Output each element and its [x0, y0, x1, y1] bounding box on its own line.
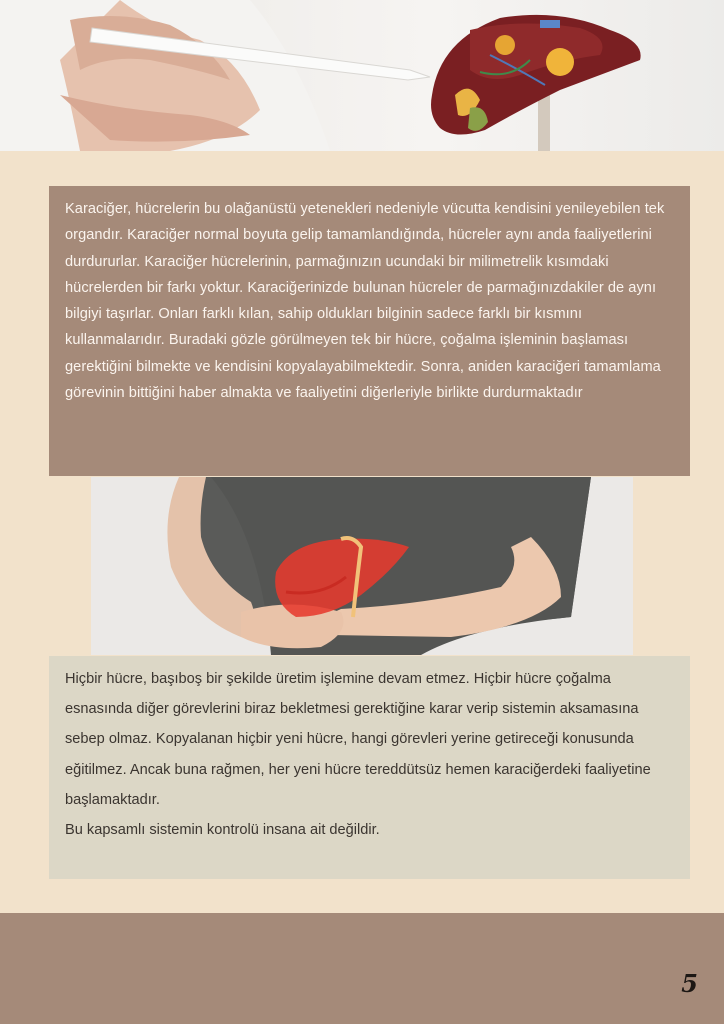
photo-abdomen-liver [91, 477, 633, 655]
hero-photo-liver-model [0, 0, 724, 151]
footer-band [0, 913, 724, 1024]
text-box-liver-regeneration [49, 186, 690, 476]
paragraph-3: Bu kapsamlı sistemin kontrolü insana ait değildir. [65, 822, 380, 839]
abdomen-liver-illustration [91, 477, 633, 655]
paragraph-1: Karaciğer, hücrelerin bu olağanüstü yetenekleri nedeniyle vücutta kendisini yenileyebilen tek organdır. Karaciğer normal boyuta gelip tamamlandığında, hücreler aynı anda faaliyetlerini durdururlar. Karaciğer hücrelerinin, parmağınızın ucundaki bir milimetrelik kısımdaki hücrelerden bir farkı yoktur. Karaciğerinizde bulunan hücreler de parmağınızdakiler de aynı bilgiyi taşırlar. Onları farklı kılan, sahip oldukları bilginin sadece farklı bir kısmını kullanmalarıdır. Buradaki gözle görülmeyen tek bir hücre, çoğalma işleminin başlaması gerektiğini bilmekte ve kendisini kopyalayabilmektedir. Sonra, aniden karaciğeri tamamlama görevinin bittiğini haber almakta ve faaliyetini diğerleriyle birlikte durdurmaktadır [65, 201, 665, 402]
text-box-cell-system [49, 656, 690, 879]
liver-model-illustration [0, 0, 724, 151]
page-number: 5 [681, 969, 698, 998]
paragraph-2: Hiçbir hücre, başıboş bir şekilde üretim işlemine devam etmez. Hiçbir hücre çoğalma esnasında diğer görevlerini biraz bekletmesi gerektiğine karar verip sistemin aksamasına sebep olmaz. Kopyalanan hiçbir yeni hücre, hangi görevleri yerine getireceği konusunda eğitilmez. Ancak buna rağmen, her yeni hücre tereddütsüz hemen karaciğerdeki faaliyetine başlamaktadır. [65, 671, 651, 808]
